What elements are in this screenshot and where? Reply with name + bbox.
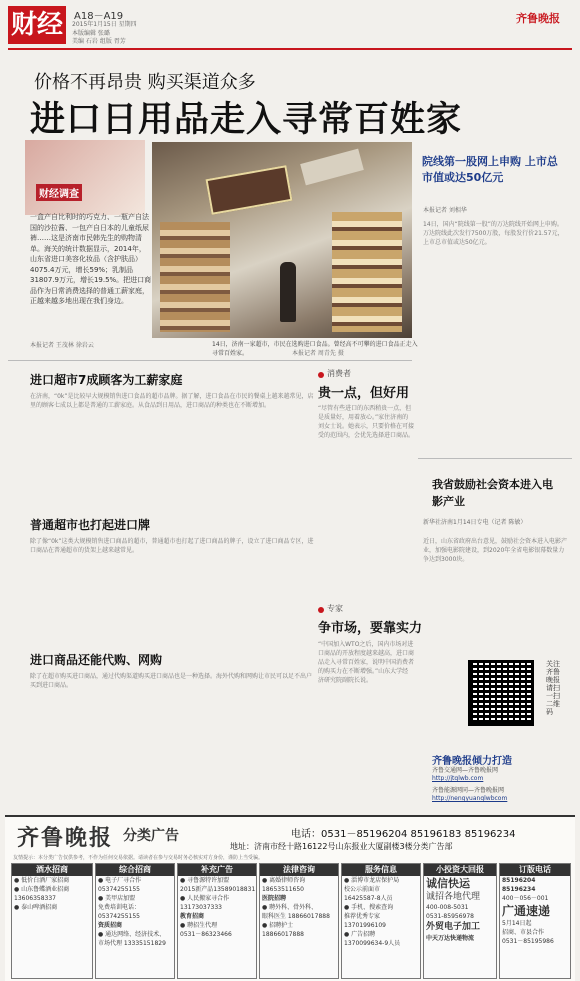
ad-address: 地址：济南市经十路16122号山东报业大厦副楼3楼分类广告部: [230, 842, 453, 851]
ad-phone-label: 电话：: [291, 829, 321, 840]
masthead-brand: 齐鲁晚报: [516, 12, 560, 25]
ad-line: 医院招聘: [262, 895, 287, 902]
ad-line: 5月14日起: [502, 920, 532, 927]
ad-line: 0531－86323466: [180, 931, 232, 938]
lead-intro: 一盒产自比利时的巧克力、一瓶产自法国的沙拉酱、一包产自日本的儿童纸尿裤……这是济南市民韩先生的购物清单。海关的统计数据显示，2014年，山东省进口美容化妆品（含护肤品）4075.4万元，增长59%；乳制品31807.9万元，增长19.5%。把进口商品作为日常消费选择的普通工薪家庭，正越来越多地出现在我们身边。: [30, 213, 152, 305]
ad-line: 2015新产品13589018831: [180, 886, 256, 893]
expert-body: “中国加入WTO之后，国内市场对进口商品的开放程度越来越高，进口商品走入寻常百姓家，说明中国消费者的购买力在不断增强。”山东大学经济研究院副院长说。: [318, 641, 414, 684]
ad-line: 05374255155: [98, 886, 140, 893]
design-credits: 美编 石岩 组版 胥芳: [72, 38, 126, 45]
ad-line: 教育招商: [180, 913, 205, 920]
ad-line: 85196234: [502, 886, 536, 893]
ad-line: ● 聘外科、骨外科、: [262, 904, 318, 911]
lead-byline: 本报记者 王茂林 徐岩云: [30, 342, 94, 349]
section-body-3: 除了在超市购买进口商品，通过代购渠道购买进口商品也是一种选择。海外代购和网购让市民可以足不出户买到进口商品。: [30, 673, 313, 689]
ad-phones: 0531－85196204 85196183 85196234: [321, 829, 516, 840]
ad-line: ● 离婚律师咨询: [262, 877, 306, 884]
report-tag: 财经调查: [36, 184, 82, 201]
section-title-1: 进口超市7成顾客为工薪家庭: [30, 373, 183, 387]
ad-col-6[interactable]: [423, 863, 497, 979]
ad-line: 0531-85956978: [426, 913, 474, 920]
qr-code[interactable]: [468, 660, 534, 726]
ad-line: 免费培训电话：: [98, 904, 141, 911]
ad-line: 市场代理 13335151829: [98, 940, 166, 947]
lead-headline: 进口日用品走入寻常百姓家: [30, 100, 463, 140]
ad-col-2[interactable]: [95, 863, 175, 979]
qr-prompt: 关注齐鲁晚报 请扫一扫二维码: [546, 660, 560, 716]
film-byline: 新华社济南1月14日专电（记者 陈敏）: [423, 519, 527, 526]
ad-col-1-head: 酒水招商: [12, 864, 92, 876]
film-body: 近日，山东省政府出台意见，鼓励社会资本进入电影产业，加强电影院建设，到2020年全省电影银幕数量力争达到3000块。: [423, 538, 568, 563]
ad-col-4[interactable]: [259, 863, 339, 979]
ad-line: 400-008-5031: [426, 904, 469, 911]
supermarket-photo: [152, 142, 412, 338]
section-logo: 财经: [8, 6, 66, 44]
ad-col-4-head: 法律咨询: [260, 864, 338, 876]
ad-line: ● 美甲店加盟: [98, 895, 136, 902]
ad-line: 13173037333: [180, 904, 222, 911]
ad-line: 诚信快运: [426, 877, 470, 890]
ad-line: 400－056－001: [502, 895, 549, 902]
ad-line: ● 电子厂寻合作: [98, 877, 142, 884]
ad-line: ● 招聘护士: [262, 922, 294, 929]
ad-line: 85196204: [502, 877, 536, 884]
side-story-body: 14日，国内“院线第一股”的万达院线开始网上申购。万达院线此次发行7500万股，每股发行价21.57元，上市总市值或达50亿元。: [423, 221, 564, 246]
ad-line: ● 通达网络、经济技术、: [98, 931, 166, 938]
ad-line: ● 广告招聘: [344, 931, 376, 938]
ad-line: 资质招商: [98, 922, 123, 929]
consumer-body: “尽管有些进口的东西稍贵一点，但是质量好，用着放心。”家住济南的刘女士说。她表示，只要价格在可接受的范围内，会优先选择进口商品。: [318, 405, 414, 439]
ad-line: 1370099634-9人员: [344, 940, 401, 947]
ad-line: ● 低价白酒厂家招商: [14, 877, 70, 884]
store-sign: [205, 165, 292, 215]
ad-col-6-head: 小投资大回报: [424, 864, 496, 876]
ad-line: 13701996109: [344, 922, 386, 929]
consumer-title: 贵一点，但好用: [318, 386, 410, 401]
ad-line: 0531－85195986: [502, 938, 554, 945]
ad-category: 分类广告: [123, 828, 179, 844]
ad-line: 18653511650: [262, 886, 304, 893]
ad-line: 诚招各地代理: [426, 892, 481, 902]
ad-col-3-head: 补充广告: [178, 864, 256, 876]
ad-col-7-head: 订版电话: [500, 864, 570, 876]
lead-kicker: 价格不再昂贵 购买渠道众多: [34, 72, 256, 93]
qr-title: 齐鲁晚报倾力打造: [432, 756, 512, 767]
ad-line: 13606358337: [14, 895, 56, 902]
ad-brand: 齐鲁晚报: [17, 825, 114, 851]
issue-date: 2015年1月15日 星期四: [72, 21, 137, 28]
ad-line: 推荐优秀专家: [344, 913, 381, 920]
header-divider: [8, 48, 572, 50]
ad-col-7[interactable]: [499, 863, 571, 979]
qr-line-1: 齐鲁交通网—齐鲁晚报网: [432, 767, 499, 774]
photo-credit: 本报记者 周青先 摄: [292, 350, 344, 357]
film-divider: [418, 458, 572, 459]
film-headline: 我省鼓励社会资本进入电影产业: [432, 478, 553, 508]
section-body-2: 除了像“0k”这类大规模销售进口商品的超市，普通超市也打起了进口商品的牌子，设立了进口商品专区，进口商品在普通超市的货架上越来越常见。: [30, 538, 314, 554]
ad-col-1[interactable]: [11, 863, 93, 979]
ad-line: 16425587-8人员: [344, 895, 393, 902]
ad-line: ● 人民搬家寻合作: [180, 895, 230, 902]
section-body-1: 在济南，“0k”是比较早大规模销售进口食品的超市品牌。据了解，进口食品在市民的餐桌上越来越常见，店里的顾客七成以上都是普通的工薪家庭。从食品到日用品，进口商品的种类也在不断增加。: [30, 393, 314, 409]
ad-line: 招商、市县合作: [502, 929, 545, 936]
lead-divider: [8, 360, 412, 361]
ad-line: ● 手机、搜索查询: [344, 904, 394, 911]
hanging-banner: [300, 149, 364, 186]
classified-ad: [5, 815, 575, 981]
qr-url-1[interactable]: http://jtqlwb.com: [432, 775, 484, 782]
expert-title: 争市场，要靠实力: [318, 621, 423, 636]
page-number: A18－A19: [74, 11, 124, 22]
ad-line: 18866017888: [262, 931, 304, 938]
ad-col-5[interactable]: [341, 863, 421, 979]
tag-background: [25, 140, 145, 215]
ad-line: 广通速递: [502, 904, 551, 918]
ad-notice: 友情提示：本分类广告仅供参考，不作为任何交易依据。请读者在参与交易时务必核实对方身份，谨防上当受骗。: [13, 855, 264, 861]
qr-url-2[interactable]: http://nengyuanqlwbcom: [432, 795, 508, 802]
ad-line: 眼科医生 18866017888: [262, 913, 330, 920]
section-title-2: 普通超市也打起进口牌: [30, 518, 151, 532]
editor-credits: 本版编辑 张璐: [72, 30, 110, 37]
side-story-headline: 院线第一股网上申购 上市总市值或达50亿元: [422, 155, 558, 184]
qr-line-2: 齐鲁能源网同—齐鲁晚报网: [432, 787, 505, 794]
shopper-figure: [280, 262, 296, 322]
ad-line: ● 泰山啤酒招商: [14, 904, 58, 911]
ad-line: ● 淄博市龙店保护局: [344, 877, 400, 884]
shelf-right: [332, 212, 402, 332]
ad-col-3[interactable]: [177, 863, 257, 979]
ad-col-2-head: 综合招商: [96, 864, 174, 876]
consumer-tag: 消费者: [327, 369, 351, 378]
expert-tag: 专家: [327, 604, 343, 613]
shelf-left: [160, 222, 230, 332]
ad-line: ● 山东鲁蝶酒业招商: [14, 886, 70, 893]
side-story-byline: 本报记者 刘相华: [423, 207, 467, 214]
photo-caption: 14日，济南一家超市，市民在选购进口食品。曾经高不可攀的进口食品正走入寻常百姓家。: [212, 341, 418, 357]
section-title-3: 进口商品还能代购、网购: [30, 653, 163, 667]
ad-line: 校公示前面市: [344, 886, 381, 893]
ad-line: 中天万达快递物流: [426, 935, 475, 942]
ad-line: ● 寻鲁源特许加盟: [180, 877, 230, 884]
ad-line: 外贸电子加工: [426, 922, 481, 932]
consumer-bullet-icon: [318, 372, 324, 378]
ad-line: ● 聘招生代理: [180, 922, 218, 929]
ad-line: 05374255155: [98, 913, 140, 920]
ad-col-5-head: 服务信息: [342, 864, 420, 876]
expert-bullet-icon: [318, 607, 324, 613]
